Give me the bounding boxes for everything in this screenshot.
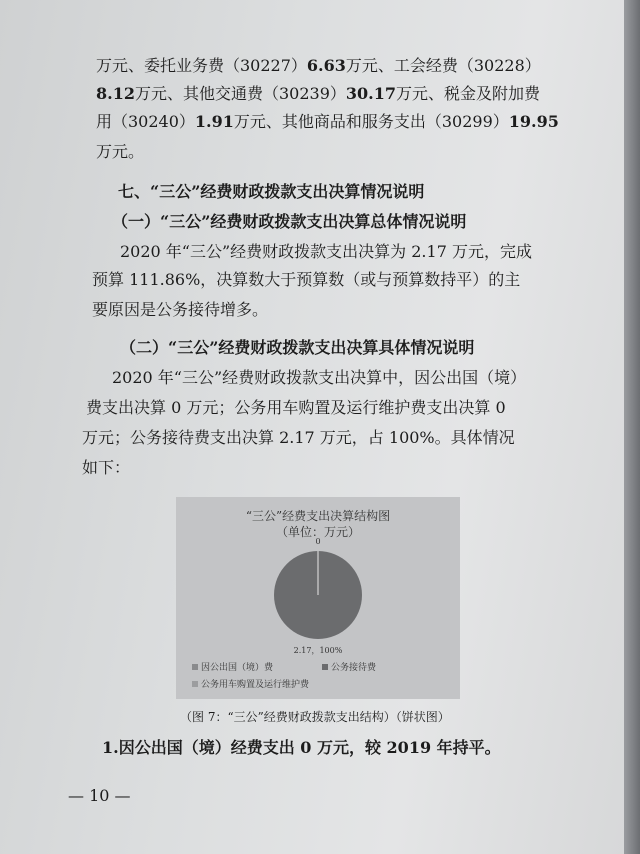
paragraph-line: 费支出决算 0 万元；公务用车购置及运行维护费支出决算 0 xyxy=(86,398,506,417)
subsection-2-heading: （二）“三公”经费财政拨款支出决算具体情况说明 xyxy=(120,338,475,357)
amount-bold: 1.91 xyxy=(194,112,234,131)
paragraph-line: 万元；公务接待费支出决算 2.17 万元，占 100%。具体情况 xyxy=(82,428,515,447)
text-seg: 用（30240） xyxy=(96,112,195,131)
data-label-value: 2.17，100% xyxy=(293,646,343,655)
text-line-1 xyxy=(96,56,541,76)
amount-bold: 8.12 xyxy=(96,84,135,103)
paragraph-line: 要原因是公务接待增多。 xyxy=(92,300,269,319)
amount-bold: 19.95 xyxy=(508,112,559,131)
pie-chart-figure xyxy=(176,497,460,699)
text-seg: 万元、委托业务费（30227） xyxy=(96,56,307,75)
chart-subtitle: （单位：万元） xyxy=(275,525,360,539)
legend-swatch xyxy=(322,664,328,670)
legend-label: 因公出国（境）费 xyxy=(201,663,274,673)
paragraph-line: 2020 年“三公”经费财政拨款支出决算为 2.17 万元，完成 xyxy=(120,242,532,261)
item-1-text: 1.因公出国（境）经费支出 0 万元，较 2019 年持平。 xyxy=(102,738,501,757)
legend-swatch xyxy=(192,681,198,687)
legend-label: 公务用车购置及运行维护费 xyxy=(201,680,310,690)
paragraph-line: 如下： xyxy=(82,458,131,477)
paragraph-line: 2020 年“三公”经费财政拨款支出决算中，因公出国（境） xyxy=(112,368,527,387)
paragraph-line: 预算 111.86%，决算数大于预算数（或与预算数持平）的主 xyxy=(92,270,521,289)
page-edge-shadow xyxy=(624,0,640,854)
legend-swatch xyxy=(192,664,198,670)
section-7-heading: 七、“三公”经费财政拨款支出决算情况说明 xyxy=(118,182,425,201)
text-line-2 xyxy=(96,84,540,104)
page-number: — 10 — xyxy=(68,786,131,805)
chart-title: “三公”经费支出决算结构图 xyxy=(245,509,391,523)
text-line-3 xyxy=(96,112,559,132)
amount-bold: 6.63 xyxy=(306,56,346,75)
legend-item xyxy=(322,660,376,673)
amount-bold: 30.17 xyxy=(345,84,396,103)
text-seg: 万元。 xyxy=(96,142,145,161)
subsection-1-heading: （一）“三公”经费财政拨款支出决算总体情况说明 xyxy=(112,212,467,231)
text-seg: 万元、其他商品和服务支出（30299） xyxy=(233,112,509,131)
text-seg: 万元、工会经费（30228） xyxy=(345,56,541,75)
legend-item xyxy=(192,660,273,673)
text-seg: 万元、税金及附加费 xyxy=(395,84,540,103)
legend-item xyxy=(192,677,309,690)
text-seg: 万元、其他交通费（30239） xyxy=(134,84,346,103)
figure-caption: （图 7：“三公”经费财政拨款支出结构）（饼状图） xyxy=(180,710,450,724)
text-line-4 xyxy=(96,142,144,162)
data-label-zero: 0 xyxy=(315,537,321,546)
legend-label: 公务接待费 xyxy=(331,663,377,673)
